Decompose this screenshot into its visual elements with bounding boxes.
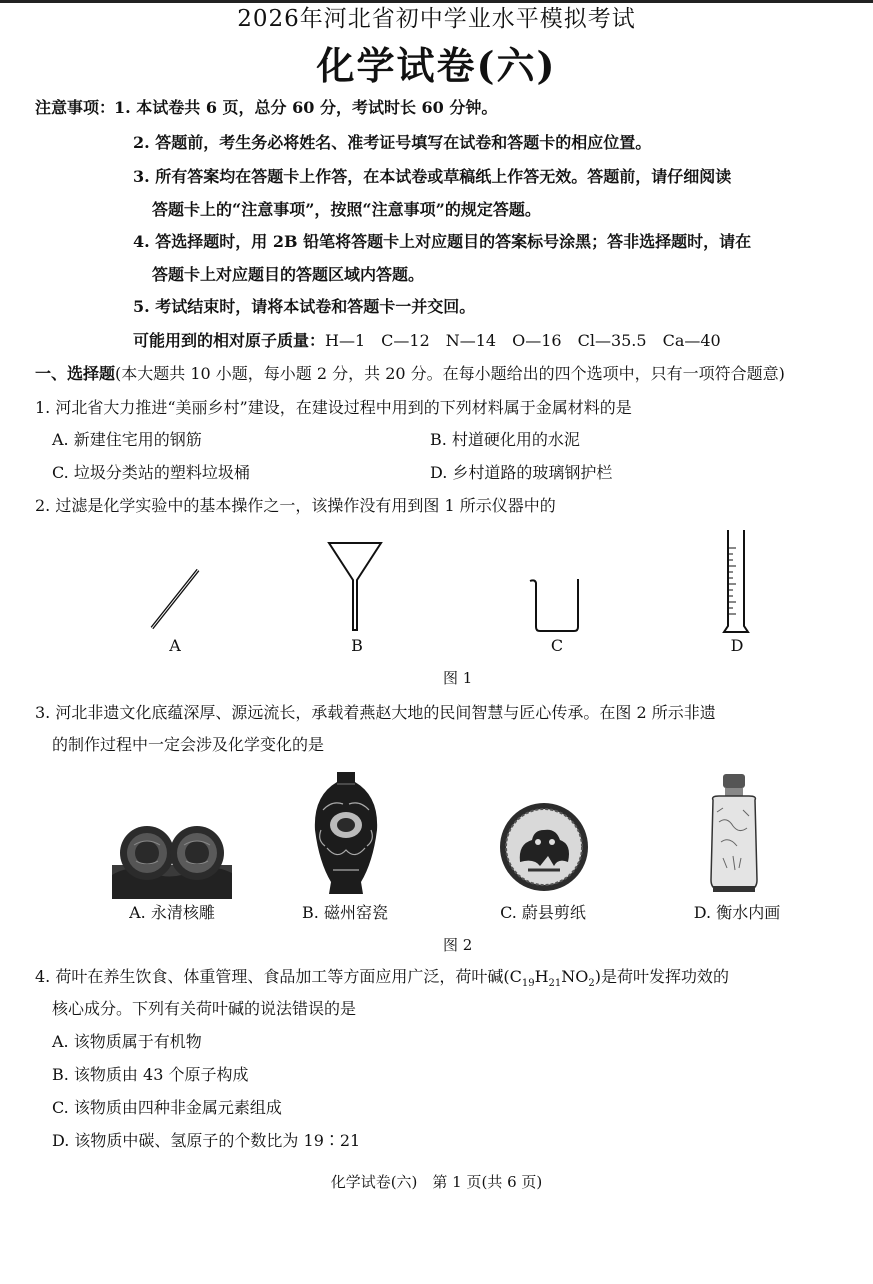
fig2-option-b: B. 磁州窑瓷 — [302, 903, 388, 922]
paper-title: 化学试卷(六) — [316, 43, 557, 88]
q3-stem-line2: 的制作过程中一定会涉及化学变化的是 — [52, 735, 325, 754]
q4-stem-line2: 核心成分。下列有关荷叶碱的说法错误的是 — [52, 999, 357, 1018]
q1-option-b: B. 村道硬化用的水泥 — [430, 430, 580, 449]
fig1-label-a: A — [169, 636, 181, 655]
q3-stem-line1: 3. 河北非遗文化底蕴深厚、源远流长，承载着燕赵大地的民间智慧与匠心传承。在图 2 所示非遗 — [35, 703, 716, 722]
notice-item-3: 3. 所有答案均在答题卡上作答，在本试卷或草稿纸上作答无效。答题前，请仔细阅读 — [133, 167, 732, 186]
q4-option-d: D. 该物质中碳、氢原子的个数比为 19∶21 — [52, 1131, 361, 1150]
fig2-option-c: C. 蔚县剪纸 — [500, 903, 586, 922]
atomic-masses — [133, 330, 721, 352]
q1-option-d: D. 乡村道路的玻璃钢护栏 — [430, 463, 613, 482]
inside-painted-bottle-image — [703, 772, 765, 895]
formula-h: H — [534, 967, 549, 986]
paper-cut-image — [498, 800, 590, 894]
q2-stem: 2. 过滤是化学实验中的基本操作之一，该操作没有用到图 1 所示仪器中的 — [35, 496, 556, 515]
fig1-label-d: D — [730, 636, 744, 655]
notice-item-5: 5. 考试结束时，请将本试卷和答题卡一并交回。 — [133, 297, 476, 316]
porcelain-vase-image — [307, 770, 385, 896]
notice-item-2: 2. 答题前，考生务必将姓名、准考证号填写在试卷和答题卡的相应位置。 — [133, 133, 652, 152]
top-rule — [0, 0, 873, 3]
q4-option-c: C. 该物质由四种非金属元素组成 — [52, 1098, 282, 1117]
q4-stem-pre: 4. 荷叶在养生饮食、体重管理、食品加工等方面应用广泛，荷叶碱( — [35, 967, 510, 986]
atomic-masses-values: H—1 C—12 N—14 O—16 Cl—35.5 Ca—40 — [325, 331, 721, 350]
notice-label: 注意事项： — [35, 98, 116, 117]
section-heading — [35, 363, 785, 385]
formula-o-sub: 2 — [588, 978, 595, 990]
funnel-icon — [325, 540, 385, 635]
formula-h-sub: 21 — [548, 978, 562, 990]
q4-stem-post: )是荷叶发挥功效的 — [594, 967, 730, 986]
notice-item-1: 1. 本试卷共 6 页，总分 60 分，考试时长 60 分钟。 — [114, 98, 498, 117]
q4-formula — [509, 967, 595, 990]
beaker-icon — [527, 575, 587, 635]
section-title: 一、选择题 — [35, 364, 116, 383]
q4-option-b: B. 该物质由 43 个原子构成 — [52, 1065, 249, 1084]
q1-option-c: C. 垃圾分类站的塑料垃圾桶 — [52, 463, 250, 482]
page-footer: 化学试卷(六) 第 1 页(共 6 页) — [330, 1173, 543, 1191]
formula-o: O — [575, 967, 589, 986]
fig1-label-b: B — [351, 636, 363, 655]
formula-n: N — [561, 967, 576, 986]
walnut-carving-image — [112, 815, 232, 899]
q4-stem-line1 — [35, 966, 729, 988]
notice-item-4-cont: 答题卡上对应题目的答题区域内答题。 — [152, 265, 425, 284]
graduated-cylinder-icon — [722, 528, 752, 636]
fig1-caption: 图 1 — [443, 669, 473, 687]
formula-c: C — [509, 967, 522, 986]
atomic-masses-label: 可能用到的相对原子质量： — [133, 331, 326, 350]
fig2-option-a: A. 永清核雕 — [129, 903, 215, 922]
section-desc: (本大题共 10 小题，每小题 2 分，共 20 分。在每小题给出的四个选项中，只有一项符合题意) — [115, 364, 785, 383]
q1-stem: 1. 河北省大力推进“美丽乡村”建设，在建设过程中用到的下列材料属于金属材料的是 — [35, 398, 632, 417]
fig2-caption: 图 2 — [443, 936, 473, 954]
q4-option-a: A. 该物质属于有机物 — [52, 1032, 202, 1051]
glass-rod-icon — [140, 560, 210, 635]
fig1-label-c: C — [550, 636, 564, 655]
exam-title: 2026年河北省初中学业水平模拟考试 — [237, 6, 636, 32]
formula-c-sub: 19 — [521, 978, 535, 990]
notice-item-3-cont: 答题卡上的“注意事项”，按照“注意事项”的规定答题。 — [152, 200, 541, 219]
q1-option-a: A. 新建住宅用的钢筋 — [52, 430, 202, 449]
notice-item-4: 4. 答选择题时，用 2B 铅笔将答题卡上对应题目的答案标号涂黑；答非选择题时，请在 — [133, 232, 752, 251]
fig2-option-d: D. 衡水内画 — [693, 903, 781, 922]
